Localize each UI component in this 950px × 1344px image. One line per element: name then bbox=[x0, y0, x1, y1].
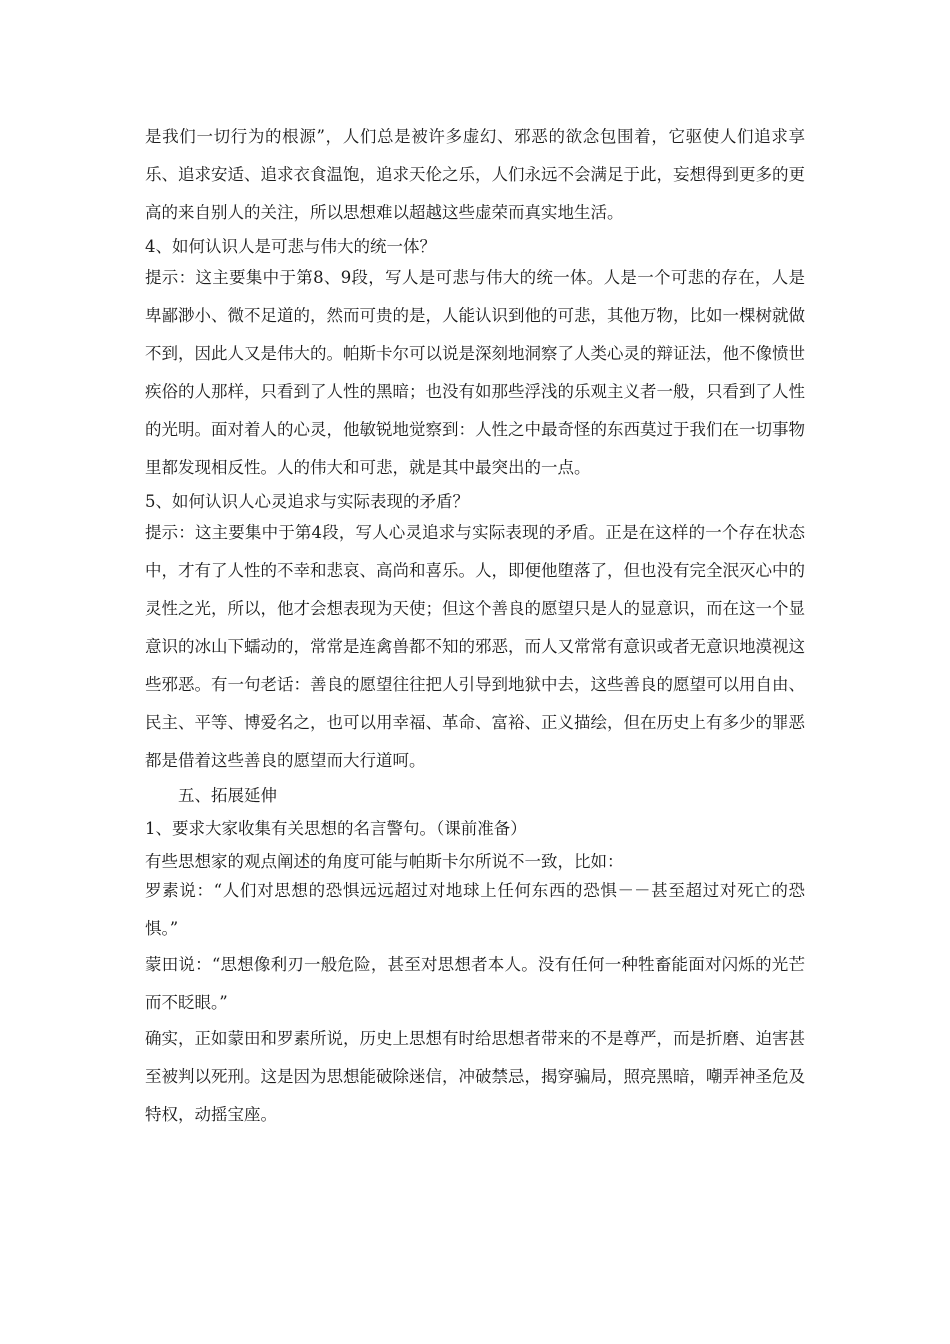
body-paragraph: 是我们一切行为的根源”，人们总是被许多虚幻、邪恶的欲念包围着，它驱使人们追求享乐、追求安适、追求衣食温饱，追求天伦之乐，人们永远不会满足于此，妄想得到更多的更高的来自别人的关注，所以思想难以超越这些虚荣而真实地生活。 bbox=[145, 127, 805, 222]
hint-paragraph-4: 提示：这主要集中于第8、9段，写人是可悲与伟大的统一体。人是一个可悲的存在，人是卑鄙渺小、微不足道的，然而可贵的是，人能认识到他的可悲，其他万物，比如一棵树就做不到，因此人又是伟大的。帕斯卡尔可以说是深刻地洞察了人类心灵的辩证法，他不像愤世疾俗的人那样，只看到了人性的黑暗；也没有如那些浮浅的乐观主义者一般，只看到了人性的光明。面对着人的心灵，他敏锐地觉察到：人性之中最奇怪的东西莫过于我们在一切事物里都发现相反性。人的伟大和可悲，就是其中最突出的一点。 bbox=[145, 268, 805, 477]
conclusion-paragraph: 确实，正如蒙田和罗素所说，历史上思想有时给思想者带来的不是尊严，而是折磨、迫害甚至被判以死刑。这是因为思想能破除迷信，冲破禁忌，揭穿骗局，照亮黑暗，嘲弄神圣危及特权，动摇宝座。 bbox=[145, 1029, 805, 1124]
document-page bbox=[145, 118, 805, 1134]
quote-montaigne: 蒙田说：“思想像利刃一般危险，甚至对思想者本人。没有任何一种牲畜能面对闪烁的光芒而不眨眼。” bbox=[145, 955, 805, 1012]
intro-line: 有些思想家的观点阐述的角度可能与帕斯卡尔所说不一致，比如： bbox=[145, 852, 624, 871]
quote-russell: 罗素说：“人们对思想的恐惧远远超过对地球上任何东西的恐惧－－甚至超过对死亡的恐惧。” bbox=[145, 881, 805, 938]
question-heading-4: 4、如何认识人是可悲与伟大的统一体？ bbox=[145, 237, 436, 256]
question-heading-5: 5、如何认识人心灵追求与实际表现的矛盾？ bbox=[145, 492, 469, 511]
task-heading-1: 1、要求大家收集有关思想的名言警句。（课前准备） bbox=[145, 819, 527, 838]
section-heading: 五、拓展延伸 bbox=[178, 786, 277, 805]
hint-paragraph-5: 提示：这主要集中于第4段，写人心灵追求与实际表现的矛盾。正是在这样的一个存在状态中，才有了人性的不幸和悲哀、高尚和喜乐。人，即便他堕落了，但也没有完全泯灭心中的灵性之光，所以，他才会想表现为天使；但这个善良的愿望只是人的显意识，而在这一个显意识的冰山下蠕动的，常常是连禽兽都不知的邪恶，而人又常常有意识或者无意识地漠视这些邪恶。有一句老话：善良的愿望往往把人引导到地狱中去，这些善良的愿望可以用自由、民主、平等、博爱名之，也可以用幸福、革命、富裕、正义描绘，但在历史上有多少的罪恶都是借着这些善良的愿望而大行道呵。 bbox=[145, 523, 805, 770]
